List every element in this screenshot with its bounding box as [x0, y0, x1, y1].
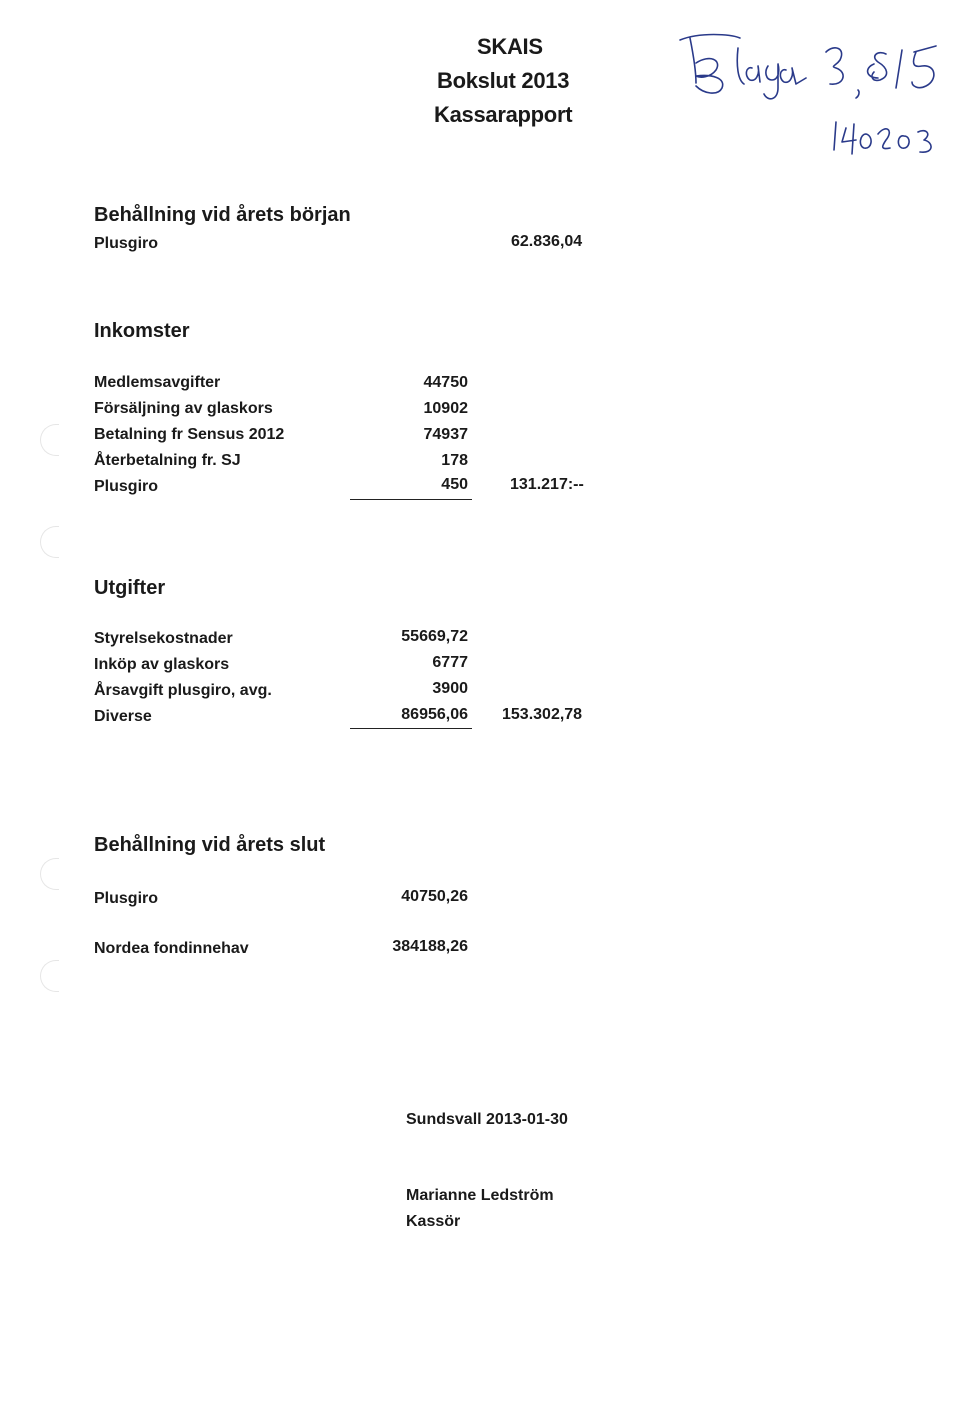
signatory-role: Kassör [406, 1213, 461, 1230]
handwritten-annotation [660, 18, 960, 158]
income-heading: Inkomster [94, 320, 190, 342]
expenses-heading: Utgifter [94, 577, 166, 599]
closing-row-label: Nordea fondinnehav [94, 940, 249, 957]
closing-row-value: 384188,26 [392, 938, 468, 955]
income-row-label: Medlemsavgifter [94, 374, 221, 391]
punch-hole-mark [40, 960, 59, 992]
expense-row-label: Diverse [94, 708, 152, 725]
expense-row-label: Årsavgift plusgiro, avg. [94, 682, 272, 699]
report-type-title: Kassarapport [434, 102, 573, 127]
expense-sum-rule [350, 728, 472, 729]
closing-row-value: 40750,26 [401, 888, 468, 905]
income-row-value: 10902 [423, 400, 468, 417]
expense-total: 153.302,78 [502, 706, 583, 723]
punch-hole-mark [40, 526, 59, 558]
signatory-name: Marianne Ledström [406, 1187, 554, 1204]
income-row-label: Plusgiro [94, 478, 159, 495]
income-total: 131.217:-- [510, 476, 584, 493]
punch-hole-mark [40, 858, 59, 890]
punch-hole-mark [40, 424, 59, 456]
income-row-label: Betalning fr Sensus 2012 [94, 426, 285, 443]
income-row-label: Återbetalning fr. SJ [94, 452, 241, 469]
report-org-title: SKAIS [477, 34, 543, 59]
expense-row-value: 55669,72 [401, 628, 468, 645]
income-row-value: 44750 [423, 374, 468, 391]
income-row-value: 450 [441, 476, 468, 493]
expense-row-value: 3900 [432, 680, 468, 697]
opening-account-label: Plusgiro [94, 235, 159, 252]
opening-balance-heading: Behållning vid årets början [94, 204, 351, 226]
opening-balance-amount: 62.836,04 [511, 233, 583, 250]
income-row-value: 74937 [423, 426, 468, 443]
expense-row-value: 6777 [432, 654, 468, 671]
income-row-value: 178 [441, 452, 468, 469]
closing-row-label: Plusgiro [94, 890, 159, 907]
expense-row-label: Styrelsekostnader [94, 630, 233, 647]
report-year-title: Bokslut 2013 [437, 68, 570, 93]
closing-balance-heading: Behållning vid årets slut [94, 834, 326, 856]
income-row-label: Försäljning av glaskors [94, 400, 273, 417]
expense-row-value: 86956,06 [401, 706, 468, 723]
income-sum-rule [350, 499, 472, 500]
place-date: Sundsvall 2013-01-30 [406, 1111, 568, 1128]
expense-row-label: Inköp av glaskors [94, 656, 230, 673]
